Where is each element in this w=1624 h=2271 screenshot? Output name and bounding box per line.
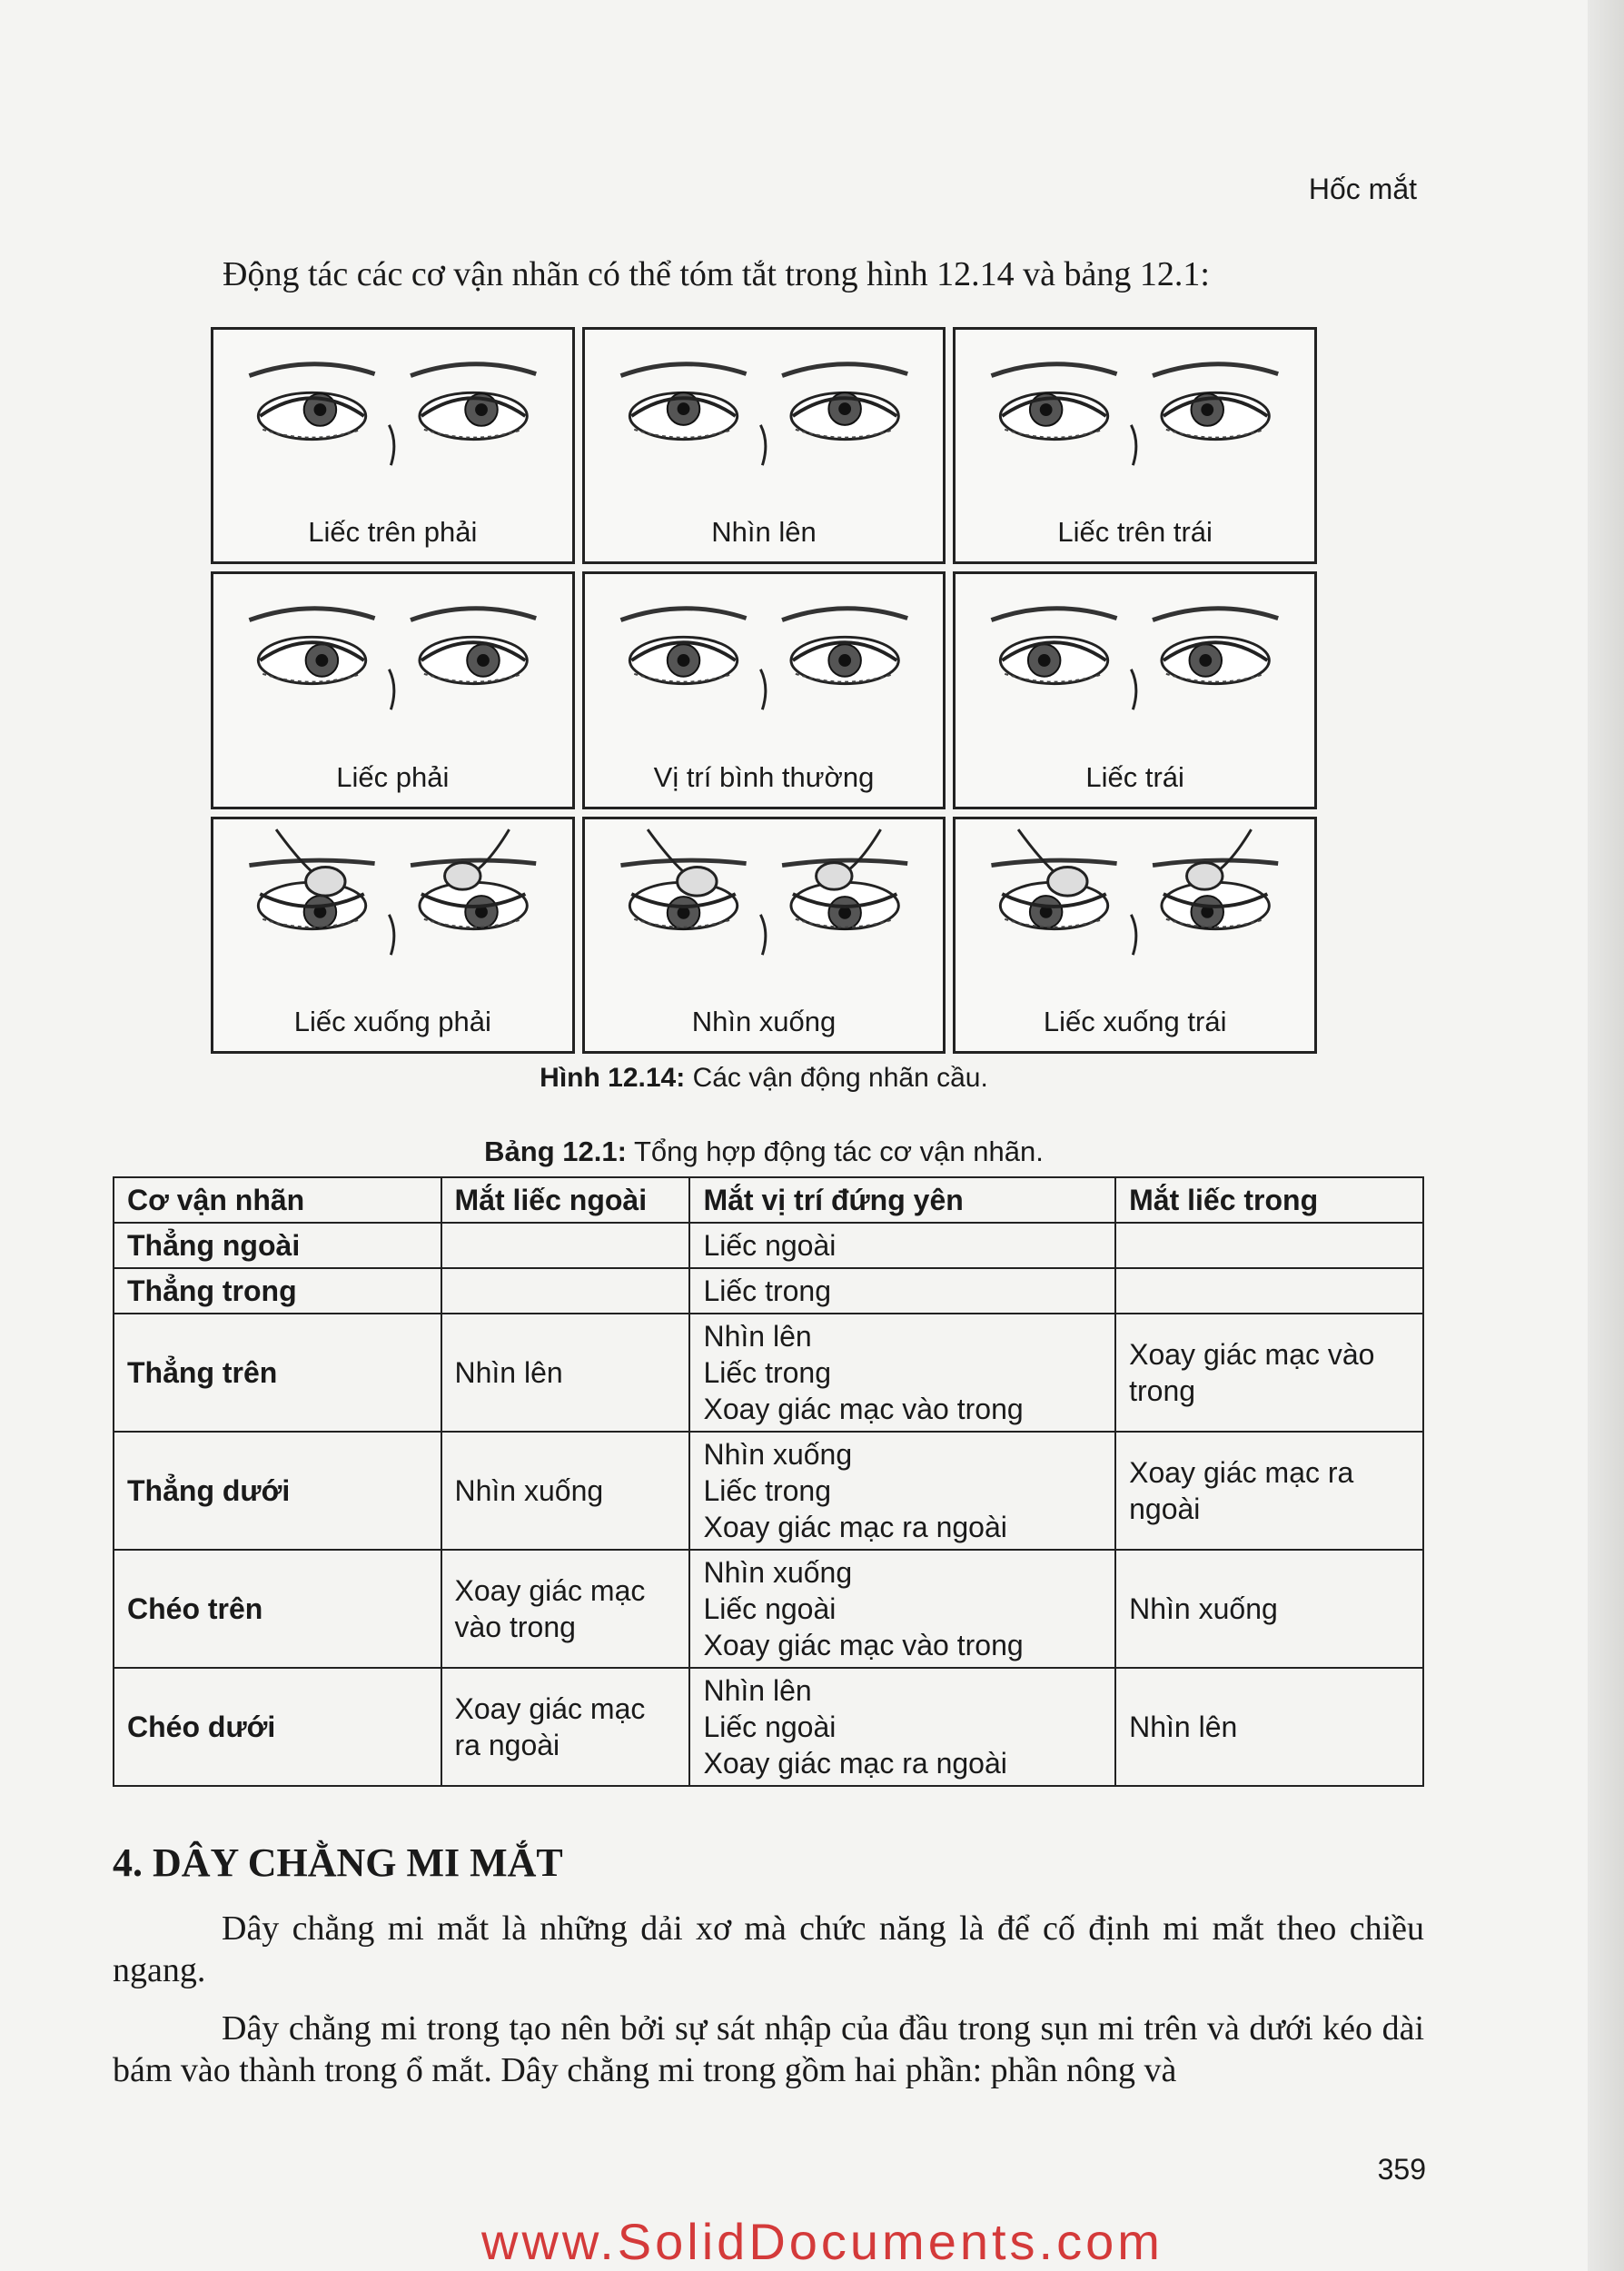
header-abducted: Mắt liếc ngoài: [441, 1177, 690, 1223]
adducted-cell: [1115, 1432, 1423, 1550]
figure-panel: [211, 571, 575, 808]
table-caption: [211, 1136, 1317, 1168]
cell-line: trong: [1129, 1374, 1196, 1407]
cell-line: Xoay giác mạc vào: [1129, 1338, 1375, 1371]
table-row: [114, 1550, 1423, 1668]
figure-panel: [211, 327, 575, 564]
table-row: [114, 1314, 1423, 1432]
panel-label: Nhìn xuống: [691, 1006, 837, 1037]
cell-line: Liếc ngoài: [703, 1711, 837, 1743]
header-adducted: Mắt liếc trong: [1115, 1177, 1423, 1223]
cell-line: Liếc ngoài: [703, 1592, 837, 1625]
panel-label: Liếc trên phải: [308, 516, 478, 549]
table-row: [114, 1432, 1423, 1550]
cell-line: Xoay giác mạc ra ngoài: [703, 1747, 1007, 1780]
cell-line: Xoay giác mạc: [454, 1574, 646, 1607]
muscle-name: Chéo trên: [114, 1550, 441, 1668]
eye-pair-illustration: [585, 339, 944, 489]
abducted-cell: [441, 1550, 690, 1668]
header-primary: Mắt vị trí đứng yên: [689, 1177, 1115, 1223]
cell-line: Xoay giác mạc vào trong: [703, 1629, 1024, 1661]
muscle-name: Thẳng trong: [114, 1268, 441, 1314]
adducted-cell: [1115, 1668, 1423, 1786]
figure-panel: [211, 817, 575, 1054]
eye-pair-illustration: [585, 583, 944, 733]
muscle-name: Chéo dưới: [114, 1668, 441, 1786]
table-row: [114, 1223, 1423, 1268]
figure-panel: [953, 571, 1317, 808]
adducted-cell: [1115, 1550, 1423, 1668]
cell-line: Liếc trong: [703, 1474, 831, 1507]
primary-cell: [689, 1550, 1115, 1668]
table-caption-text: Tổng hợp động tác cơ vận nhãn.: [626, 1136, 1044, 1167]
primary-cell: [689, 1223, 1115, 1268]
muscle-name: Thẳng dưới: [114, 1432, 441, 1550]
cell-line: Nhìn lên: [1129, 1711, 1238, 1743]
abducted-cell: [441, 1314, 690, 1432]
page-number: 359: [1377, 2153, 1426, 2186]
cell-line: ra ngoài: [454, 1729, 560, 1761]
figure-panel: [582, 571, 946, 808]
panel-label: Liếc phải: [336, 760, 450, 793]
cell-line: Liếc ngoài: [703, 1229, 837, 1262]
abducted-cell: [441, 1268, 690, 1314]
eye-pair-illustration: [213, 828, 572, 978]
eye-pair-illustration: [956, 339, 1314, 489]
adducted-cell: [1115, 1223, 1423, 1268]
primary-cell: [689, 1268, 1115, 1314]
cell-line: vào trong: [454, 1611, 576, 1643]
muscle-name: Thẳng trên: [114, 1314, 441, 1432]
cell-line: Liếc trong: [703, 1356, 831, 1389]
section-heading: 4. DÂY CHẰNG MI MẮT: [113, 1840, 563, 1885]
cell-line: Xoay giác mạc ra: [1129, 1456, 1354, 1489]
panel-label: Vị trí bình thường: [653, 760, 875, 793]
figure-caption-label: Hình 12.14:: [540, 1063, 686, 1093]
panel-label: Nhìn lên: [711, 516, 817, 549]
primary-cell: [689, 1314, 1115, 1432]
abducted-cell: [441, 1432, 690, 1550]
table-caption-label: Bảng 12.1:: [484, 1136, 627, 1167]
figure-panel: [953, 817, 1317, 1054]
running-header: Hốc mắt: [1308, 173, 1417, 205]
cell-line: Liếc trong: [703, 1274, 831, 1307]
figure-panel: [582, 327, 946, 564]
eye-pair-illustration: [956, 583, 1314, 733]
figure-panel: [953, 327, 1317, 564]
eye-pair-illustration: [956, 828, 1314, 978]
watermark: www.SolidDocuments.com: [481, 2213, 1164, 2270]
page-edge-shadow: [1588, 0, 1624, 2271]
cell-line: Xoay giác mạc vào trong: [703, 1393, 1024, 1425]
eye-pair-illustration: [213, 583, 572, 733]
muscle-action-table: [113, 1176, 1424, 1787]
paragraph: Dây chằng mi mắt là những dải xơ mà chức năng là để cố định mi mắt theo chiều ngang.: [113, 1909, 1424, 1989]
adducted-cell: [1115, 1268, 1423, 1314]
eye-movement-figure: [211, 327, 1317, 1054]
eye-pair-illustration: [585, 828, 944, 978]
cell-line: Nhìn xuống: [703, 1438, 853, 1471]
cell-line: ngoài: [1129, 1493, 1201, 1525]
cell-line: Nhìn xuống: [703, 1556, 853, 1589]
paragraph: Dây chằng mi trong tạo nên bởi sự sát nhập của đầu trong sụn mi trên và dưới kéo dài bám vào thành trong ổ mắt. Dây chằng mi trong gồm hai phần: phần nông và: [113, 2009, 1424, 2089]
abducted-cell: [441, 1223, 690, 1268]
cell-line: Xoay giác mạc: [454, 1692, 646, 1725]
figure-caption: [211, 1063, 1317, 1094]
cell-line: Nhìn lên: [703, 1674, 812, 1707]
adducted-cell: [1115, 1314, 1423, 1432]
cell-line: Nhìn lên: [703, 1320, 812, 1353]
table-row: [114, 1668, 1423, 1786]
cell-line: Nhìn lên: [454, 1356, 563, 1389]
abducted-cell: [441, 1668, 690, 1786]
cell-line: Nhìn xuống: [454, 1474, 604, 1507]
cell-line: Xoay giác mạc ra ngoài: [703, 1511, 1007, 1543]
intro-sentence: Động tác các cơ vận nhãn có thể tóm tắt trong hình 12.14 và bảng 12.1:: [223, 255, 1210, 293]
header-muscle: Cơ vận nhãn: [114, 1177, 441, 1223]
panel-label: Liếc trên trái: [1057, 516, 1213, 549]
panel-label: Liếc trái: [1085, 760, 1184, 793]
eye-pair-illustration: [213, 339, 572, 489]
panel-label: Liếc xuống trái: [1043, 1006, 1227, 1037]
primary-cell: [689, 1668, 1115, 1786]
figure-panel: [582, 817, 946, 1054]
cell-line: Nhìn xuống: [1129, 1592, 1278, 1625]
table-header-row: [114, 1177, 1423, 1223]
muscle-name: Thẳng ngoài: [114, 1223, 441, 1268]
primary-cell: [689, 1432, 1115, 1550]
table-row: [114, 1268, 1423, 1314]
figure-caption-text: Các vận động nhãn cầu.: [685, 1063, 988, 1093]
panel-label: Liếc xuống phải: [293, 1006, 491, 1037]
